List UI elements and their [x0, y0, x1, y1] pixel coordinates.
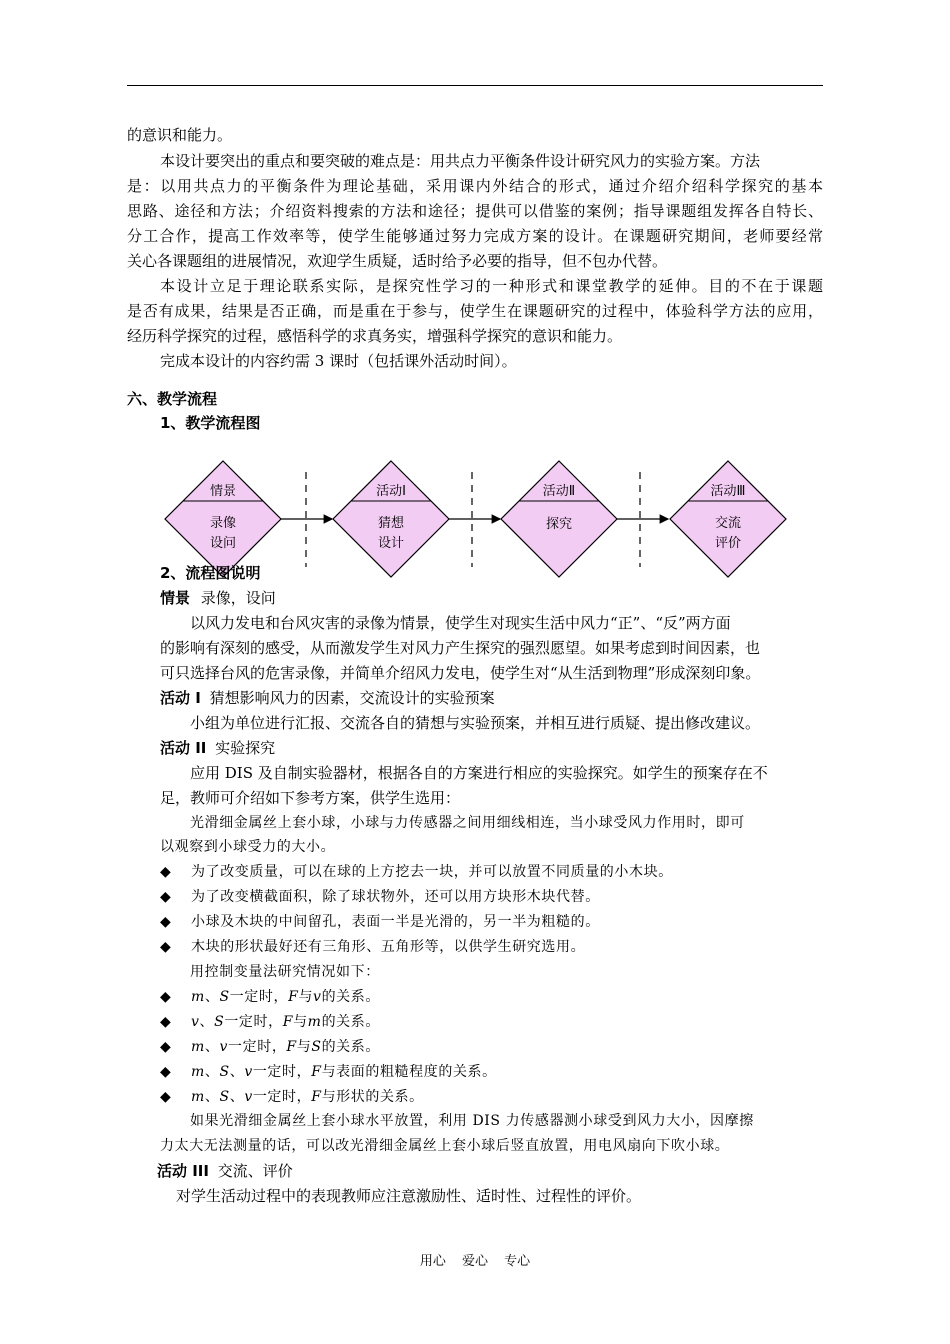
- activity-3-heading: [157, 1161, 293, 1181]
- tail-line: 如果光滑细金属丝上套小球水平放置，利用 DIS 力传感器测小球受到风力大小，因摩擦: [190, 1113, 754, 1129]
- flow-node-top-label: 活动Ⅰ: [376, 484, 406, 499]
- activity-3-head: 活动 III: [157, 1162, 209, 1180]
- flow-node-label: 探究: [545, 517, 573, 532]
- flow-node-label: 评价: [714, 536, 742, 551]
- flow-node-top-label: 活动Ⅱ: [542, 484, 576, 499]
- var: v: [219, 1039, 229, 1055]
- var: F: [282, 1014, 294, 1030]
- txt: 一定时，: [224, 1014, 283, 1030]
- flow-node-top-label: 情景: [209, 484, 237, 499]
- var: m: [307, 1014, 322, 1030]
- scene-heading: [160, 588, 276, 608]
- txt: 一定时，: [252, 1089, 312, 1105]
- scene-line: 可只选择台风的危害录像，并简单介绍风力发电，使学生对“从生活到物理”形成深刻印象。: [160, 664, 761, 682]
- flow-node-activity-3: [670, 461, 786, 577]
- activity-1-heading: [160, 688, 495, 708]
- var: v: [244, 1064, 253, 1080]
- variable-bullet: [191, 1012, 380, 1032]
- txt: 一定时，: [229, 989, 289, 1005]
- var: F: [311, 1064, 322, 1080]
- bullet-icon: ◆: [160, 989, 171, 1005]
- var: v: [244, 1089, 253, 1105]
- bullet-text: 小球及木块的中间留孔，表面一半是光滑的，另一半为粗糙的。: [191, 914, 600, 930]
- activity-2-body: 应用 DIS 及自制实验器材，根据各自的方案进行相应的实验探究。如学生的预案存在不: [190, 764, 768, 782]
- activity-2-body: 足，教师可介绍如下参考方案，供学生选用：: [160, 789, 461, 807]
- activity-3-sub: 交流、评价: [217, 1162, 293, 1180]
- var: m: [191, 1089, 205, 1105]
- activity-1-body: 小组为单位进行汇报、交流各自的猜想与实验预案，并相互进行质疑、提出修改建议。: [190, 714, 761, 732]
- scene-line: 以风力发电和台风灾害的录像为情景，使学生对现实生活中风力“正”、“反”两方面: [190, 614, 731, 632]
- intro-p1-line: 关心各课题组的进展情况，欢迎学生质疑，适时给予必要的指导，但不包办代替。: [127, 252, 668, 270]
- txt: 、: [204, 1039, 220, 1055]
- var: F: [286, 1039, 297, 1055]
- bullet-icon: ◆: [160, 889, 171, 905]
- intro-p1-line: 本设计要突出的重点和要突破的难点是：用共点力平衡条件设计研究风力的实验方案。方法: [160, 152, 761, 170]
- variable-bullet: [191, 1037, 380, 1057]
- var: m: [191, 1064, 205, 1080]
- var: S: [311, 1039, 322, 1055]
- var: m: [191, 989, 205, 1005]
- scene-head: 情景: [160, 589, 191, 607]
- txt: 、: [204, 1064, 220, 1080]
- txt: 与: [296, 1039, 312, 1055]
- activity-2-sub: 实验探究: [215, 739, 276, 757]
- intro-p2-line: 是否有成果，结果是否正确，而是重在于参与，使学生在课题研究的过程中，体验科学方法的应用，: [127, 302, 823, 320]
- var: F: [288, 989, 299, 1005]
- plan-line: 光滑细金属丝上套小球，小球与力传感器之间用细线相连，当小球受风力作用时，即可: [190, 815, 745, 831]
- txt: 、: [229, 1089, 245, 1105]
- activity-1-head: 活动 I: [160, 689, 201, 707]
- txt: 一定时，: [252, 1064, 312, 1080]
- activity-3-body: 对学生活动过程中的表现教师应注意激励性、适时性、过程性的评价。: [176, 1187, 642, 1205]
- bullet-icon: ◆: [160, 1014, 171, 1030]
- bullet-icon: ◆: [160, 1089, 171, 1105]
- txt: 、: [204, 989, 220, 1005]
- page-footer: 用心 爱心 专心: [419, 1254, 531, 1269]
- variable-bullet: [191, 1062, 497, 1082]
- intro-p1-line: 是：以用共点力的平衡条件为理论基础，采用课内外结合的形式，通过介绍介绍科学探究的基本: [127, 177, 823, 195]
- bullet-text: 为了改变质量，可以在球的上方挖去一块，并可以放置不同质量的小木块。: [191, 864, 673, 880]
- subsection-title: 2、流程图说明: [160, 564, 261, 582]
- txt: 与: [298, 989, 314, 1005]
- scene-sub: 录像，设问: [200, 589, 276, 607]
- var: S: [219, 989, 230, 1005]
- var: v: [191, 1014, 200, 1030]
- var: F: [311, 1089, 322, 1105]
- var: S: [214, 1014, 225, 1030]
- txt: 、: [229, 1064, 245, 1080]
- txt: 的关系。: [321, 1014, 380, 1030]
- intro-line: 的意识和能力。: [127, 126, 233, 144]
- activity-2-head: 活动 II: [160, 739, 207, 757]
- variable-bullet: [191, 1087, 424, 1107]
- flow-node-scene: [165, 461, 281, 577]
- intro-p1-line: 分工合作，提高工作效率等，使学生能够通过努力完成方案的设计。在课题研究期间，老师要经常: [127, 227, 823, 245]
- bullet-text: 为了改变横截面积，除了球状物外，还可以用方块形木块代替。: [191, 889, 600, 905]
- scene-line: 的影响有深刻的感受，从而激发学生对风力产生探究的强烈愿望。如果考虑到时间因素，也: [160, 639, 761, 657]
- activity-2-heading: [160, 738, 275, 758]
- txt: 与表面的粗糙程度的关系。: [321, 1064, 497, 1080]
- intro-p3-line: 完成本设计的内容约需 3 课时（包括课外活动时间）。: [160, 352, 517, 370]
- subsection-title: 1、教学流程图: [160, 414, 261, 432]
- intro-p1-line: 思路、途径和方法；介绍资料搜索的方法和途径；提供可以借鉴的案例；指导课题组发挥各自特长、: [127, 202, 823, 220]
- txt: 与: [293, 1014, 308, 1030]
- control-variable-line: 用控制变量法研究情况如下：: [190, 964, 380, 980]
- tail-line: 力太大无法测量的话，可以改光滑细金属丝上套小球后竖直放置，用电风扇向下吹小球。: [160, 1138, 730, 1154]
- plan-line: 以观察到小球受力的大小。: [160, 839, 336, 855]
- flow-node-label: 设问: [209, 536, 237, 551]
- var: S: [219, 1089, 230, 1105]
- flow-node-label: 交流: [714, 516, 742, 531]
- flow-node-label: 猜想: [377, 516, 405, 531]
- flow-node-label: 录像: [209, 516, 237, 531]
- bullet-icon: ◆: [160, 914, 171, 930]
- bullet-text: 木块的形状最好还有三角形、五角形等，以供学生研究选用。: [191, 939, 586, 955]
- txt: 的关系。: [321, 989, 380, 1005]
- txt: 与形状的关系。: [321, 1089, 424, 1105]
- var: m: [191, 1039, 205, 1055]
- bullet-icon: ◆: [160, 1064, 171, 1080]
- txt: 的关系。: [321, 1039, 380, 1055]
- intro-p2-line: 经历科学探究的过程，感悟科学的求真务实，增强科学探究的意识和能力。: [127, 327, 623, 345]
- var: S: [219, 1064, 230, 1080]
- section-title: 六、教学流程: [127, 390, 218, 408]
- flow-node-top-label: 活动Ⅲ: [710, 484, 746, 499]
- txt: 一定时，: [228, 1039, 287, 1055]
- bullet-icon: ◆: [160, 939, 171, 955]
- txt: 、: [204, 1089, 220, 1105]
- activity-1-sub: 猜想影响风力的因素，交流设计的实验预案: [209, 689, 495, 707]
- flow-node-label: 设计: [377, 536, 405, 551]
- flow-node-activity-1: [333, 461, 449, 577]
- var: v: [313, 989, 322, 1005]
- bullet-icon: ◆: [160, 864, 171, 880]
- intro-p2-line: 本设计立足于理论联系实际，是探究性学习的一种形式和课堂教学的延伸。目的不在于课题: [160, 277, 823, 295]
- bullet-icon: ◆: [160, 1039, 171, 1055]
- variable-bullet: [191, 987, 380, 1007]
- txt: 、: [199, 1014, 215, 1030]
- flow-node-activity-2: [501, 461, 617, 577]
